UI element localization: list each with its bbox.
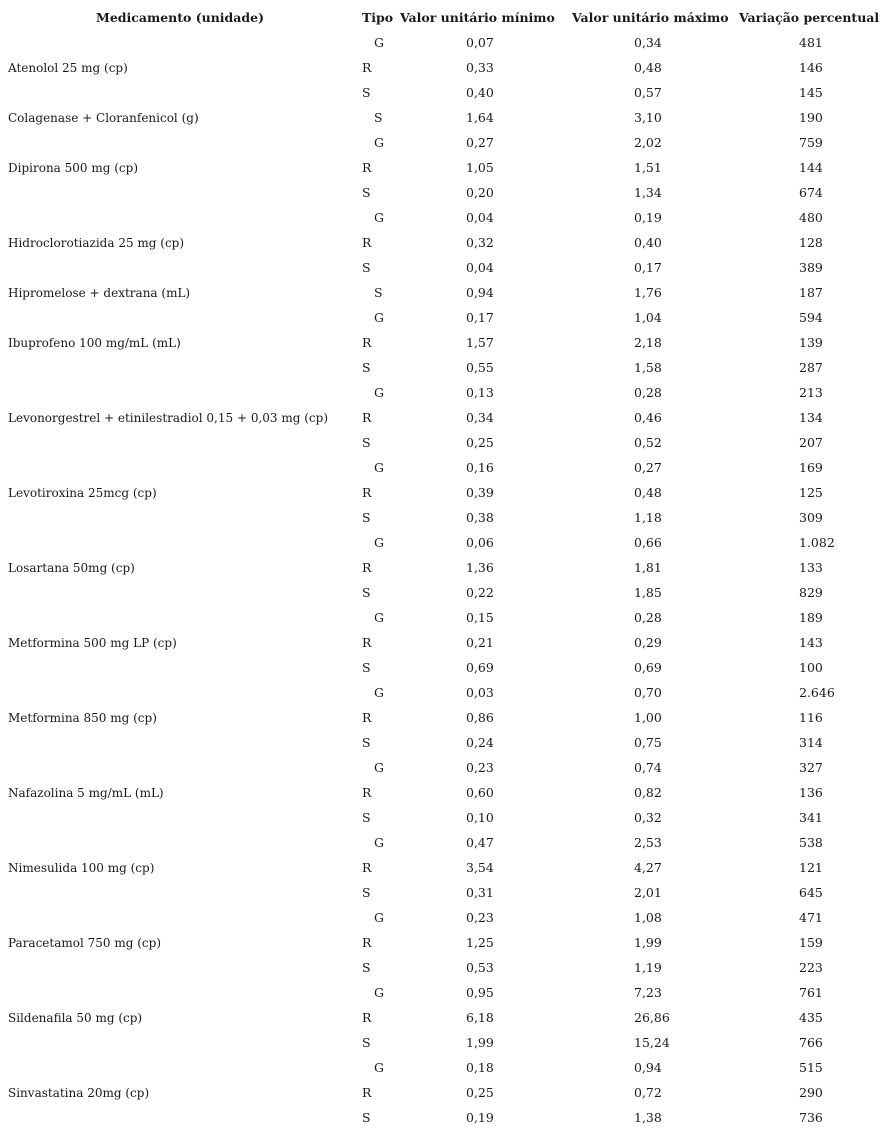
cell-medicamento: Dipirona 500 mg (cp): [8, 160, 138, 175]
cell-valor-maximo: 1,38: [634, 1110, 662, 1125]
cell-medicamento: [0, 1030, 360, 1055]
cell-valor-minimo: 6,18: [466, 1010, 494, 1025]
cell-medicamento: [0, 505, 360, 530]
cell-medicamento: Nafazolina 5 mg/mL (mL): [8, 785, 164, 800]
cell-tipo: R: [362, 235, 372, 250]
cell-valor-minimo: 0,13: [466, 385, 494, 400]
cell-valor-minimo: 0,27: [466, 135, 494, 150]
cell-valor-maximo: 1,00: [634, 710, 662, 725]
cell-tipo: R: [362, 935, 372, 950]
cell-valor-maximo: 3,10: [634, 110, 662, 125]
cell-tipo: G: [374, 1060, 384, 1075]
cell-valor-minimo: 0,23: [466, 910, 494, 925]
cell-variacao: 341: [799, 810, 823, 825]
table-row: [0, 1005, 890, 1030]
cell-valor-maximo: 0,69: [634, 660, 662, 675]
cell-valor-minimo: 0,23: [466, 760, 494, 775]
cell-valor-maximo: 0,94: [634, 1060, 662, 1075]
cell-variacao: 829: [799, 585, 823, 600]
cell-variacao: 169: [799, 460, 823, 475]
cell-tipo: G: [374, 460, 384, 475]
cell-medicamento: Levotiroxina 25mcg (cp): [8, 485, 157, 500]
cell-tipo: G: [374, 385, 384, 400]
cell-tipo: R: [362, 785, 372, 800]
cell-medicamento: [0, 1105, 360, 1130]
cell-valor-maximo: 1,81: [634, 560, 662, 575]
cell-variacao: 389: [799, 260, 823, 275]
cell-tipo: G: [374, 210, 384, 225]
cell-tipo: R: [362, 1085, 372, 1100]
table-row: [0, 1055, 890, 1080]
cell-tipo: S: [362, 1035, 371, 1050]
cell-valor-maximo: 1,18: [634, 510, 662, 525]
cell-variacao: 759: [799, 135, 823, 150]
cell-medicamento: [0, 680, 360, 705]
cell-valor-minimo: 1,57: [466, 335, 494, 350]
table-row: [0, 955, 890, 980]
cell-valor-maximo: 0,27: [634, 460, 662, 475]
table-row: [0, 830, 890, 855]
cell-tipo: S: [362, 660, 371, 675]
cell-tipo: S: [362, 85, 371, 100]
cell-valor-maximo: 2,53: [634, 835, 662, 850]
cell-valor-maximo: 1,19: [634, 960, 662, 975]
table-row: [0, 480, 890, 505]
cell-tipo: S: [374, 285, 383, 300]
cell-variacao: 327: [799, 760, 823, 775]
cell-medicamento: Sildenafila 50 mg (cp): [8, 1010, 143, 1025]
cell-medicamento: [0, 605, 360, 630]
cell-valor-maximo: 0,52: [634, 435, 662, 450]
table-row: [0, 630, 890, 655]
table-row: [0, 180, 890, 205]
table-row: [0, 430, 890, 455]
table-row: [0, 805, 890, 830]
cell-medicamento: [0, 205, 360, 230]
cell-variacao: 190: [799, 110, 823, 125]
table-row: [0, 680, 890, 705]
cell-tipo: R: [362, 60, 372, 75]
cell-variacao: 128: [799, 235, 823, 250]
cell-tipo: S: [362, 960, 371, 975]
cell-valor-minimo: 0,33: [466, 60, 494, 75]
cell-valor-maximo: 2,02: [634, 135, 662, 150]
cell-variacao: 538: [799, 835, 823, 850]
cell-valor-minimo: 0,06: [466, 535, 494, 550]
cell-medicamento: [0, 805, 360, 830]
table-row: [0, 530, 890, 555]
cell-valor-maximo: 7,23: [634, 985, 662, 1000]
header-variacao: Variação percentual: [739, 10, 880, 25]
cell-valor-maximo: 1,76: [634, 285, 662, 300]
cell-valor-minimo: 3,54: [466, 860, 494, 875]
cell-valor-minimo: 0,38: [466, 510, 494, 525]
cell-valor-minimo: 0,55: [466, 360, 494, 375]
cell-valor-maximo: 0,82: [634, 785, 662, 800]
cell-variacao: 515: [799, 1060, 823, 1075]
cell-medicamento: [0, 255, 360, 280]
cell-variacao: 1.082: [799, 535, 835, 550]
cell-valor-maximo: 0,48: [634, 60, 662, 75]
cell-variacao: 146: [799, 60, 823, 75]
table-row: [0, 130, 890, 155]
cell-valor-minimo: 0,25: [466, 435, 494, 450]
cell-medicamento: Sinvastatina 20mg (cp): [8, 1085, 150, 1100]
cell-medicamento: [0, 655, 360, 680]
table-row: [0, 30, 890, 55]
table-body: [0, 30, 890, 1130]
cell-tipo: R: [362, 1010, 372, 1025]
cell-medicamento: [0, 80, 360, 105]
cell-valor-minimo: 0,22: [466, 585, 494, 600]
cell-tipo: S: [362, 435, 371, 450]
table-row: [0, 1105, 890, 1130]
table-row: [0, 555, 890, 580]
table-row: [0, 255, 890, 280]
table-row: [0, 1030, 890, 1055]
cell-variacao: 2.646: [799, 685, 835, 700]
cell-tipo: G: [374, 760, 384, 775]
cell-valor-minimo: 0,18: [466, 1060, 494, 1075]
cell-medicamento: Atenolol 25 mg (cp): [8, 60, 128, 75]
cell-valor-maximo: 0,57: [634, 85, 662, 100]
cell-variacao: 761: [799, 985, 823, 1000]
cell-variacao: 290: [799, 1085, 823, 1100]
cell-medicamento: [0, 830, 360, 855]
cell-valor-minimo: 0,53: [466, 960, 494, 975]
table-row: [0, 905, 890, 930]
table-row: [0, 930, 890, 955]
cell-variacao: 213: [799, 385, 823, 400]
cell-medicamento: [0, 455, 360, 480]
table-row: [0, 355, 890, 380]
cell-valor-maximo: 1,58: [634, 360, 662, 375]
cell-tipo: G: [374, 610, 384, 625]
cell-valor-maximo: 0,29: [634, 635, 662, 650]
table-row: [0, 55, 890, 80]
cell-valor-minimo: 0,10: [466, 810, 494, 825]
cell-tipo: S: [374, 110, 383, 125]
cell-tipo: G: [374, 310, 384, 325]
cell-valor-minimo: 0,07: [466, 35, 494, 50]
cell-valor-maximo: 1,04: [634, 310, 662, 325]
cell-medicamento: [0, 1055, 360, 1080]
cell-variacao: 287: [799, 360, 823, 375]
cell-tipo: R: [362, 335, 372, 350]
cell-valor-maximo: 15,24: [634, 1035, 670, 1050]
cell-valor-minimo: 0,60: [466, 785, 494, 800]
cell-valor-minimo: 0,21: [466, 635, 494, 650]
cell-medicamento: Metformina 500 mg LP (cp): [8, 635, 177, 650]
header-valor-minimo: Valor unitário mínimo: [400, 10, 555, 25]
cell-variacao: 145: [799, 85, 823, 100]
cell-tipo: S: [362, 585, 371, 600]
cell-valor-maximo: 0,17: [634, 260, 662, 275]
table-row: [0, 205, 890, 230]
table-row: [0, 580, 890, 605]
cell-medicamento: [0, 755, 360, 780]
price-table: [0, 5, 890, 1130]
cell-medicamento: [0, 580, 360, 605]
cell-variacao: 125: [799, 485, 823, 500]
cell-variacao: 645: [799, 885, 823, 900]
cell-variacao: 314: [799, 735, 823, 750]
cell-valor-minimo: 0,69: [466, 660, 494, 675]
cell-valor-minimo: 1,05: [466, 160, 494, 175]
cell-valor-minimo: 1,36: [466, 560, 494, 575]
cell-tipo: S: [362, 260, 371, 275]
cell-valor-minimo: 0,15: [466, 610, 494, 625]
cell-medicamento: [0, 905, 360, 930]
cell-variacao: 133: [799, 560, 823, 575]
table-row: [0, 105, 890, 130]
cell-variacao: 736: [799, 1110, 823, 1125]
cell-valor-minimo: 0,19: [466, 1110, 494, 1125]
cell-medicamento: [0, 980, 360, 1005]
cell-medicamento: Metformina 850 mg (cp): [8, 710, 157, 725]
cell-tipo: G: [374, 685, 384, 700]
cell-valor-minimo: 0,31: [466, 885, 494, 900]
cell-tipo: S: [362, 810, 371, 825]
table-row: [0, 155, 890, 180]
cell-valor-maximo: 0,70: [634, 685, 662, 700]
cell-valor-minimo: 0,04: [466, 260, 494, 275]
table-row: [0, 305, 890, 330]
cell-medicamento: [0, 880, 360, 905]
cell-medicamento: [0, 530, 360, 555]
cell-valor-maximo: 0,75: [634, 735, 662, 750]
cell-valor-minimo: 0,16: [466, 460, 494, 475]
table-row: [0, 405, 890, 430]
cell-tipo: S: [362, 360, 371, 375]
cell-medicamento: Losartana 50mg (cp): [8, 560, 135, 575]
cell-variacao: 594: [799, 310, 823, 325]
cell-medicamento: Nimesulida 100 mg (cp): [8, 860, 155, 875]
table-row: [0, 455, 890, 480]
cell-variacao: 223: [799, 960, 823, 975]
cell-medicamento: [0, 430, 360, 455]
cell-tipo: R: [362, 710, 372, 725]
table-row: [0, 780, 890, 805]
table-row: [0, 280, 890, 305]
cell-valor-minimo: 1,64: [466, 110, 494, 125]
cell-medicamento: Ibuprofeno 100 mg/mL (mL): [8, 335, 181, 350]
cell-tipo: R: [362, 635, 372, 650]
table-row: [0, 705, 890, 730]
table-row: [0, 605, 890, 630]
cell-valor-minimo: 0,24: [466, 735, 494, 750]
cell-variacao: 143: [799, 635, 823, 650]
cell-medicamento: [0, 730, 360, 755]
cell-valor-maximo: 1,08: [634, 910, 662, 925]
cell-valor-maximo: 2,01: [634, 885, 662, 900]
cell-valor-maximo: 0,74: [634, 760, 662, 775]
cell-valor-minimo: 0,32: [466, 235, 494, 250]
cell-variacao: 121: [799, 860, 823, 875]
cell-medicamento: Levonorgestrel + etinilestradiol 0,15 + 0,03 mg (cp): [8, 410, 328, 425]
cell-valor-minimo: 0,40: [466, 85, 494, 100]
cell-medicamento: Hidroclorotiazida 25 mg (cp): [8, 235, 185, 250]
table-row: [0, 80, 890, 105]
cell-valor-maximo: 0,72: [634, 1085, 662, 1100]
cell-tipo: G: [374, 910, 384, 925]
cell-valor-maximo: 2,18: [634, 335, 662, 350]
header-row: [0, 5, 890, 30]
table-row: [0, 380, 890, 405]
cell-medicamento: [0, 355, 360, 380]
cell-variacao: 187: [799, 285, 823, 300]
cell-tipo: R: [362, 860, 372, 875]
cell-valor-minimo: 1,25: [466, 935, 494, 950]
cell-tipo: S: [362, 510, 371, 525]
cell-variacao: 159: [799, 935, 823, 950]
cell-valor-minimo: 0,47: [466, 835, 494, 850]
cell-tipo: R: [362, 160, 372, 175]
cell-valor-minimo: 1,99: [466, 1035, 494, 1050]
cell-valor-maximo: 0,19: [634, 210, 662, 225]
header-valor-maximo: Valor unitário máximo: [572, 10, 729, 25]
cell-valor-maximo: 0,28: [634, 610, 662, 625]
cell-variacao: 144: [799, 160, 823, 175]
cell-valor-minimo: 0,03: [466, 685, 494, 700]
cell-medicamento: [0, 30, 360, 55]
cell-valor-maximo: 1,34: [634, 185, 662, 200]
cell-tipo: G: [374, 835, 384, 850]
cell-tipo: G: [374, 35, 384, 50]
cell-valor-maximo: 1,99: [634, 935, 662, 950]
cell-variacao: 481: [799, 35, 823, 50]
cell-valor-minimo: 0,17: [466, 310, 494, 325]
cell-variacao: 207: [799, 435, 823, 450]
cell-tipo: S: [362, 1110, 371, 1125]
cell-medicamento: [0, 955, 360, 980]
cell-valor-minimo: 0,20: [466, 185, 494, 200]
table-row: [0, 980, 890, 1005]
cell-tipo: S: [362, 735, 371, 750]
table-row: [0, 855, 890, 880]
cell-medicamento: [0, 380, 360, 405]
cell-valor-maximo: 1,85: [634, 585, 662, 600]
cell-valor-maximo: 0,32: [634, 810, 662, 825]
cell-tipo: S: [362, 885, 371, 900]
cell-tipo: R: [362, 485, 372, 500]
cell-variacao: 139: [799, 335, 823, 350]
cell-valor-minimo: 0,95: [466, 985, 494, 1000]
cell-medicamento: [0, 130, 360, 155]
cell-tipo: R: [362, 410, 372, 425]
table-row: [0, 1080, 890, 1105]
table-row: [0, 755, 890, 780]
cell-medicamento: Colagenase + Cloranfenicol (g): [8, 110, 199, 125]
cell-valor-maximo: 0,40: [634, 235, 662, 250]
cell-valor-maximo: 0,46: [634, 410, 662, 425]
cell-valor-minimo: 0,94: [466, 285, 494, 300]
table-row: [0, 655, 890, 680]
cell-tipo: R: [362, 560, 372, 575]
cell-medicamento: Hipromelose + dextrana (mL): [8, 285, 191, 300]
cell-valor-maximo: 0,34: [634, 35, 662, 50]
cell-tipo: G: [374, 135, 384, 150]
cell-tipo: S: [362, 185, 371, 200]
cell-valor-maximo: 0,66: [634, 535, 662, 550]
header-medicamento: Medicamento (unidade): [95, 10, 264, 25]
cell-variacao: 116: [799, 710, 823, 725]
cell-valor-minimo: 0,25: [466, 1085, 494, 1100]
cell-valor-maximo: 1,51: [634, 160, 662, 175]
cell-medicamento: [0, 305, 360, 330]
cell-variacao: 189: [799, 610, 823, 625]
cell-variacao: 134: [799, 410, 823, 425]
table-row: [0, 505, 890, 530]
cell-variacao: 100: [799, 660, 823, 675]
table-row: [0, 330, 890, 355]
table-row: [0, 230, 890, 255]
cell-valor-maximo: 4,27: [634, 860, 662, 875]
cell-valor-minimo: 0,39: [466, 485, 494, 500]
table-row: [0, 880, 890, 905]
cell-variacao: 674: [799, 185, 823, 200]
cell-variacao: 136: [799, 785, 823, 800]
cell-tipo: G: [374, 985, 384, 1000]
cell-variacao: 435: [799, 1010, 823, 1025]
cell-variacao: 766: [799, 1035, 823, 1050]
cell-valor-maximo: 26,86: [634, 1010, 670, 1025]
cell-variacao: 480: [799, 210, 823, 225]
cell-valor-minimo: 0,04: [466, 210, 494, 225]
table-header: [0, 5, 890, 30]
cell-valor-maximo: 0,28: [634, 385, 662, 400]
cell-valor-minimo: 0,34: [466, 410, 494, 425]
cell-valor-minimo: 0,86: [466, 710, 494, 725]
cell-tipo: G: [374, 535, 384, 550]
table-row: [0, 730, 890, 755]
cell-medicamento: Paracetamol 750 mg (cp): [8, 935, 161, 950]
cell-valor-maximo: 0,48: [634, 485, 662, 500]
cell-variacao: 309: [799, 510, 823, 525]
cell-medicamento: [0, 180, 360, 205]
cell-variacao: 471: [799, 910, 823, 925]
header-tipo: Tipo: [362, 10, 394, 25]
